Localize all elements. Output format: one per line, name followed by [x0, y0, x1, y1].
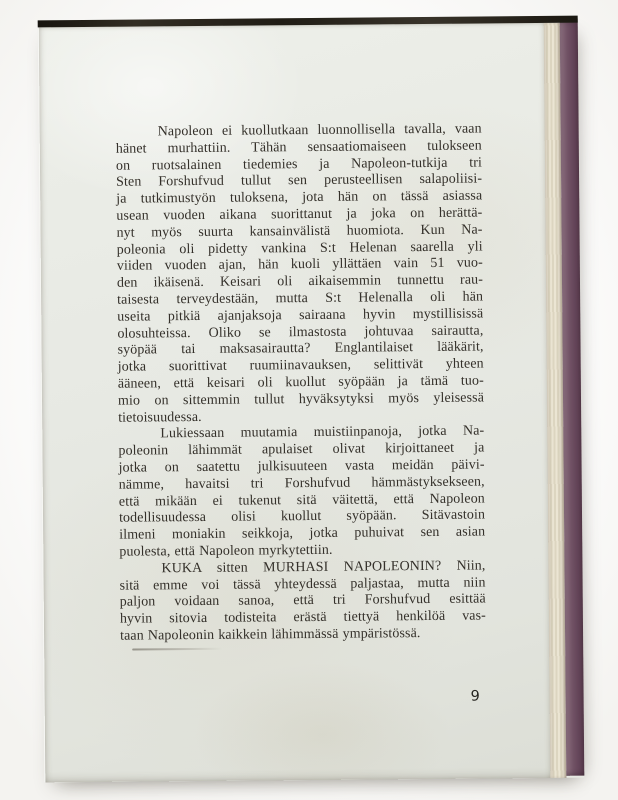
book — [38, 16, 585, 783]
text-line: ja tutkimustyön tuloksena, jota hän on tässä asiassa — [116, 188, 483, 207]
text-line: ilmeni moniakin seikkoja, jotka puhuivat sen asian — [119, 524, 486, 543]
text-line: nyt myös suurta kansainvälistä huomiota. Kun Na- — [116, 222, 483, 241]
text-line: olosuhteissa. Oliko se ilmastosta johtuvaa sairautta, — [117, 323, 484, 342]
text-line: on ruotsalainen tiedemies ja Napoleon-tutkija tri — [115, 155, 483, 174]
text-line: nämme, havaitsi tri Forshufvud hämmästyksekseen, — [118, 474, 485, 493]
text-line: Lukiessaan muutamia muistiinpanoja, jotka Na- — [160, 423, 485, 442]
text-line: Napoleon ei kuollutkaan luonnollisella tavalla, vaan — [157, 121, 482, 140]
text-line: todellisuudessa olisi kuollut syöpään. Sitävastoin — [118, 507, 486, 527]
text-line: sitä emme voi tässä yhteydessä paljastaa, mutta niin — [119, 574, 486, 594]
text-line: den ikäisenä. Keisari oli aikaisemmin tunnettu rau- — [116, 272, 484, 291]
text-line: useita pitkiä ajanjaksoja sairaana hyvin mystillisissä — [117, 306, 484, 325]
book-page — [38, 23, 551, 782]
text-line: paljon voidaan sanoa, että tri Forshufvud esittää — [119, 591, 486, 610]
text-line: taan Napoleonin kaikkein lähimmässä ympäristössä. — [119, 625, 421, 644]
text-line: jotka suorittivat ruumiinavauksen, selittivät yhteen — [117, 356, 484, 375]
text-line: jotka on saatettu julkisuuteen vasta meidän päivi- — [118, 457, 485, 476]
page-number: 9 — [470, 688, 480, 705]
text-line: tietoisuudessa. — [118, 409, 202, 426]
separator-rule — [132, 648, 222, 651]
text-line: mio on sittemmin tullut hyväksytyksi myös yleisessä — [117, 390, 485, 409]
text-line: ääneen, että keisari oli kuollut syöpään ja tämä tuo- — [117, 373, 484, 392]
text-line: syöpää tai maksasairautta? Englantilaiset lääkärit, — [117, 339, 484, 359]
text-line: viiden vuoden ajan, hän kuoli yllättäen vain 51 vuo- — [116, 255, 483, 275]
text-line: poleonin lähimmät apulaiset olivat kirjoittaneet ja — [118, 440, 485, 459]
text-line: poleonia oli pidetty vankina S:t Helenan saarella yli — [116, 239, 483, 258]
text-line: puolesta, että Napoleon myrkytettiin. — [119, 542, 333, 560]
paragraph — [119, 558, 486, 645]
paragraph — [118, 424, 485, 562]
text-line: että mikään ei tukenut sitä väitettä, että Napoleon — [118, 491, 485, 510]
text-line: taisesta terveydestään, mutta S:t Helenalla oli hän — [117, 289, 484, 308]
text-line: hyvin sitovia todisteita erästä tiettyä henkilöä vas- — [119, 608, 486, 627]
text-line: hänet murhattiin. Tähän sensaatiomaiseen tulokseen — [115, 138, 482, 157]
page-text — [116, 122, 487, 646]
paragraph — [116, 122, 485, 428]
text-line: usean vuoden aikana suorittanut ja joka on herättä- — [116, 205, 483, 224]
text-line: Sten Forshufvud tullut sen perusteellisen salapoliisi- — [116, 171, 483, 191]
text-line: KUKA sitten MURHASI NAPOLEONIN? Niin, — [161, 558, 486, 577]
